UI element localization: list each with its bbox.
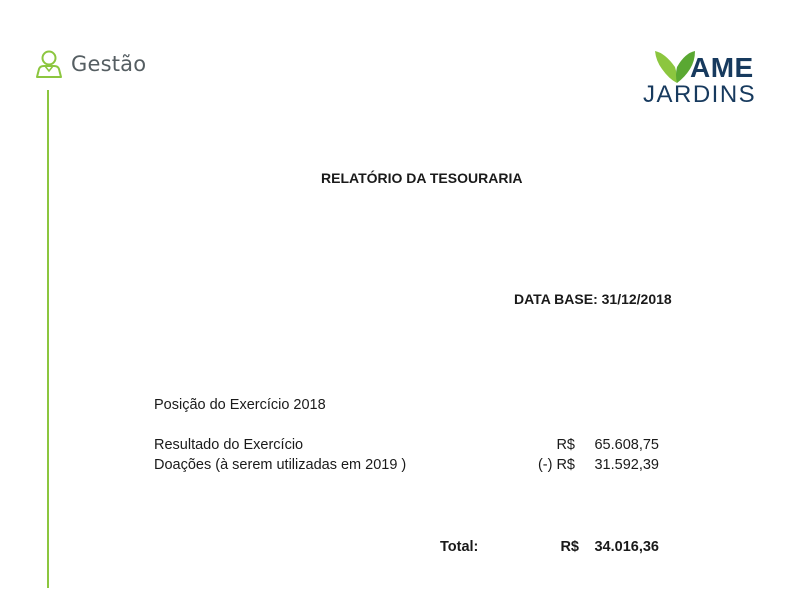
total-label: Total: [440, 539, 479, 555]
accent-divider [47, 90, 49, 588]
section-header [35, 48, 146, 80]
row-label: Doações (à serem utilizadas em 2019 ) [154, 457, 407, 473]
row-currency: (-) R$ [537, 457, 575, 473]
ame-jardins-logo [642, 44, 766, 108]
row-currency: R$ [556, 437, 575, 453]
total-row [440, 539, 659, 559]
user-icon [35, 49, 63, 79]
total-currency: R$ [560, 539, 579, 555]
result-row [154, 437, 659, 457]
position-title: Posição do Exercício 2018 [154, 397, 326, 413]
logo-text-jardins: JARDINS [643, 81, 757, 108]
row-amount: 31.592,39 [594, 457, 659, 473]
donations-row [154, 457, 659, 477]
date-base: DATA BASE: 31/12/2018 [514, 291, 672, 307]
total-amount: 34.016,36 [594, 539, 659, 555]
section-title: Gestão [71, 52, 147, 76]
report-title: RELATÓRIO DA TESOURARIA [321, 170, 523, 186]
row-label: Resultado do Exercício [154, 437, 304, 453]
logo-text-ame: AME [690, 52, 754, 83]
row-amount: 65.608,75 [594, 437, 659, 453]
